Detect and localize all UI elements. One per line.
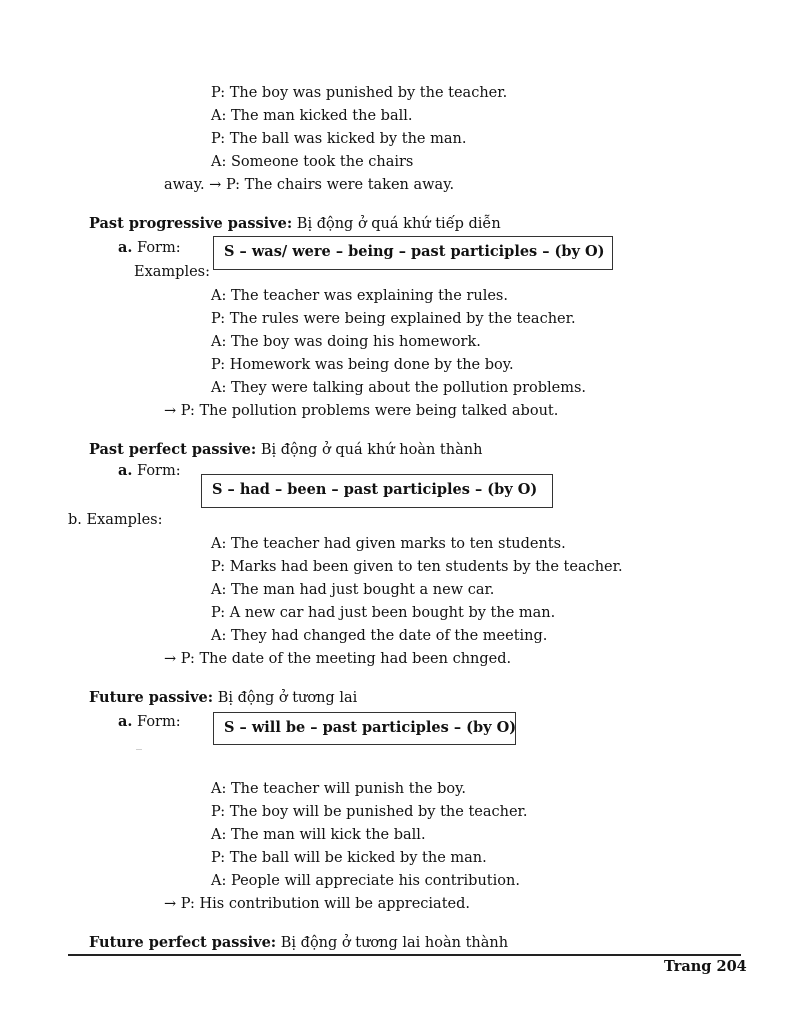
section-heading-past-perfect: [89, 441, 482, 459]
form-label: a. Form:: [118, 462, 181, 479]
section-heading-future: [89, 689, 357, 707]
example-result-line: → P: The date of the meeting had been chnged.: [164, 651, 512, 667]
section-heading-title: Future perfect passive:: [89, 934, 277, 951]
section-heading-title: Past progressive passive:: [89, 215, 293, 232]
example-line: A: People will appreciate his contribution.: [211, 873, 520, 889]
example-line: A: The teacher had given marks to ten students.: [211, 536, 566, 552]
example-line: P: The boy was punished by the teacher.: [211, 85, 508, 101]
section-heading-subtitle: Bị động ở tương lai hoàn thành: [276, 935, 509, 951]
section-heading-title: Past perfect passive:: [89, 441, 257, 458]
example-line: A: The man had just bought a new car.: [211, 582, 495, 598]
example-line: A: Someone took the chairs: [211, 154, 414, 170]
example-line: P: A new car had just been bought by the man.: [211, 605, 556, 621]
example-line: A: The man kicked the ball.: [211, 108, 413, 124]
example-line: P: Homework was being done by the boy.: [211, 357, 514, 373]
example-result-line: → P: The pollution problems were being talked about.: [164, 403, 559, 419]
section-heading-title: Future passive:: [89, 689, 214, 706]
example-line: A: They were talking about the pollution problems.: [211, 380, 587, 396]
example-line: P: The ball was kicked by the man.: [211, 131, 467, 147]
example-line: A: They had changed the date of the meeting.: [211, 628, 548, 644]
formula-box: S – will be – past participles – (by O): [213, 712, 516, 745]
section-heading-subtitle: Bị động ở tương lai: [213, 690, 358, 706]
faint-dash-mark: [136, 749, 142, 750]
footer-divider: [68, 954, 741, 956]
formula-box: S – had – been – past participles – (by O): [201, 474, 553, 508]
example-line: A: The teacher will punish the boy.: [211, 781, 466, 797]
example-line: A: The teacher was explaining the rules.: [211, 288, 508, 304]
section-heading-past-progressive: [89, 215, 501, 233]
section-heading-subtitle: Bị động ở quá khứ tiếp diễn: [292, 216, 501, 232]
formula-box: S – was/ were – being – past participles – (by O): [213, 236, 613, 270]
form-label: a. Form:: [118, 239, 181, 256]
example-line: A: The man will kick the ball.: [211, 827, 426, 843]
example-line: P: The ball will be kicked by the man.: [211, 850, 487, 866]
page-number: Trang 204: [664, 958, 747, 975]
example-line: A: The boy was doing his homework.: [211, 334, 481, 350]
section-heading-subtitle: Bị động ở quá khứ hoàn thành: [256, 442, 483, 458]
example-line: P: Marks had been given to ten students by the teacher.: [211, 559, 623, 575]
form-label: a. Form:: [118, 713, 181, 730]
examples-label: b. Examples:: [68, 512, 163, 528]
example-result-line: → P: His contribution will be appreciated.: [164, 896, 471, 912]
example-line: P: The rules were being explained by the teacher.: [211, 311, 576, 327]
examples-label: Examples:: [134, 264, 210, 280]
example-line: P: The boy will be punished by the teacher.: [211, 804, 528, 820]
example-result-line: away. → P: The chairs were taken away.: [164, 177, 455, 193]
section-heading-future-perfect: [89, 934, 508, 952]
